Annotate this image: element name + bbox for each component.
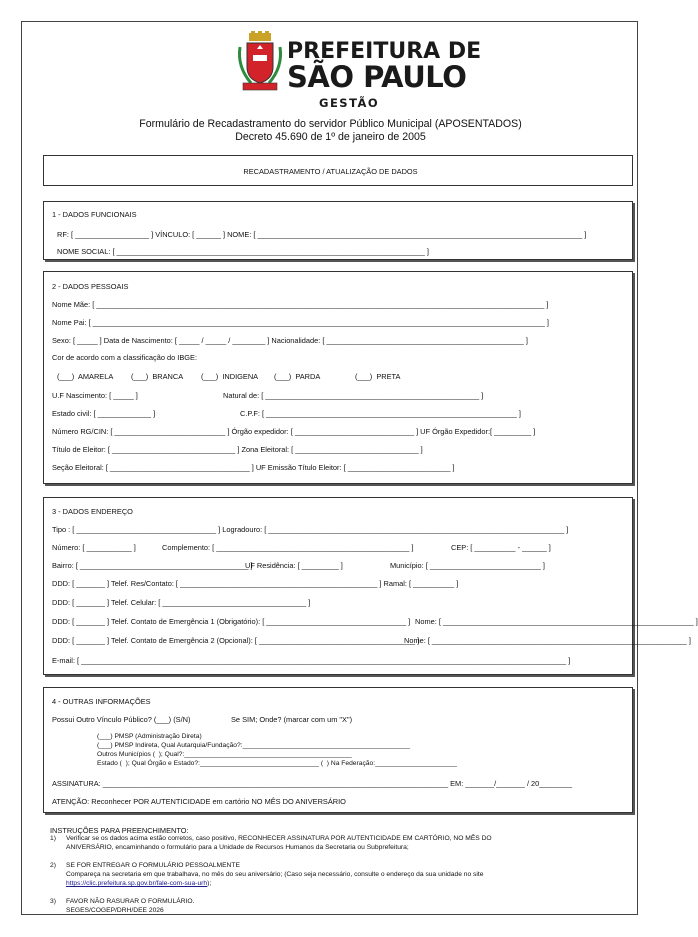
instruction-3-number: 3): [50, 898, 56, 905]
instruction-3-line2: SEGES/COGEP/DRH/DEE 2026: [66, 907, 164, 914]
natural-de-field[interactable]: Natural de: [ ____________________________________________________ ]: [223, 391, 484, 400]
instruction-3-line1: FAVOR NÃO RASURAR O FORMULÁRIO.: [66, 898, 195, 905]
instruction-2-number: 2): [50, 862, 56, 869]
form-title: Formulário de Recadastramento do servidor Público Municipal (APOSENTADOS): [139, 118, 522, 130]
instructions-title: INSTRUÇÕES PARA PREENCHIMENTO:: [50, 826, 189, 835]
section2-title: 2 - DADOS PESSOAIS: [52, 282, 129, 291]
cep-field[interactable]: CEP: [ __________ - ______ ]: [451, 543, 551, 552]
sexo-nascimento-nacionalidade-field[interactable]: Sexo: [ _____ ] Data de Nascimento: [ _____ / _____ / ________ ] Nacionalidade: [ ________________________________________________ ]: [52, 336, 528, 345]
instruction-2-line1: SE FOR ENTREGAR O FORMULÁRIO PESSOALMENTE: [66, 862, 240, 869]
telefone-emergencia2-field[interactable]: DDD: [ _______ ] Telef. Contato de Emergência 2 (Opcional): [ ______________________________________ ]: [52, 636, 420, 645]
cpf-field[interactable]: C.P.F: [ _____________________________________________________________ ]: [240, 409, 521, 418]
complemento-field[interactable]: Complemento: [ _______________________________________________ ]: [162, 543, 414, 552]
municipio-field[interactable]: Município: [ ___________________________ ]: [390, 561, 545, 570]
cor-option-branca[interactable]: (___) BRANCA: [131, 372, 184, 381]
numero-field[interactable]: Número: [ ___________ ]: [52, 543, 136, 552]
cor-option-indigena[interactable]: (___) INDIGENA: [201, 372, 259, 381]
city-coat-of-arms-logo: [237, 33, 283, 93]
tipo-logradouro-field[interactable]: Tipo : [ __________________________________ ] Logradouro: [ ________________________________________________________________________ ]: [52, 525, 569, 534]
instruction-1-line1: Verificar se os dados acima estão corretos, caso positivo, RECONHECER ASSINATURA POR AUTENTICIDADE EM CARTÓRIO, NO MÊS DO: [66, 835, 492, 842]
instruction-1-number: 1): [50, 835, 56, 842]
logo-line1: PREFEITURA DE: [287, 39, 482, 64]
estado-civil-field[interactable]: Estado civil: [ _____________ ]: [52, 409, 156, 418]
section1-title: 1 - DADOS FUNCIONAIS: [52, 210, 137, 219]
cor-option-parda[interactable]: (___) PARDA: [274, 372, 321, 381]
option-estado-federacao[interactable]: Estado ( ); Qual Órgão e Estado?:________________________________ ( ) Na Federação:______________________: [97, 760, 457, 767]
titulo-zona-field[interactable]: Título de Eleitor: [ ______________________________ ] Zona Eleitoral: [ ______________________________ ]: [52, 445, 423, 454]
logo-line3: GESTÃO: [319, 96, 380, 110]
instruction-1-line2: ANIVERSÁRIO, encaminhando o formulário para a Unidade de Recursos Humanos da Secretaria ou Subprefeitura;: [66, 844, 409, 851]
onde-question: Se SIM; Onde? (marcar com um "X"): [231, 715, 353, 724]
instruction-2-line3-end: );: [207, 880, 212, 887]
uf-residencia-field[interactable]: UF Residência: [ _________ ]: [245, 561, 343, 570]
rf-vinculo-nome-field[interactable]: RF: [ __________________ ] VÍNCULO: [ ______ ] NOME: [ _______________________________________________________________________________ ]: [57, 230, 587, 239]
rg-orgao-field[interactable]: Número RG/CIN: [ ___________________________ ] Órgão expedidor: [ _____________________________ ] UF Órgão Expedidor:[ _________ ]: [52, 427, 536, 436]
logo-line2: SÃO PAULO: [287, 60, 467, 94]
option-pmsp-indireta[interactable]: (___) PMSP Indireta, Qual Autarquia/Fundação?:_____________________________________________: [97, 742, 410, 749]
cor-option-preta[interactable]: (___) PRETA: [355, 372, 401, 381]
option-pmsp-direta[interactable]: (___) PMSP (Administração Direta): [97, 733, 202, 740]
section4-title: 4 - OUTRAS INFORMAÇÕES: [52, 697, 151, 706]
telefone-celular-field[interactable]: DDD: [ _______ ] Telef. Celular: [ ___________________________________ ]: [52, 598, 311, 607]
instruction-2-line3: [66, 880, 211, 887]
uf-nascimento-field[interactable]: U.F Nascimento: [ _____ ]: [52, 391, 138, 400]
assinatura-field[interactable]: ASSINATURA: ____________________________________________________________________________________ EM: _______/_______ / 20________: [52, 779, 573, 788]
nome-social-field[interactable]: NOME SOCIAL: [ ___________________________________________________________________________ ]: [57, 247, 429, 256]
telefone-residencial-field[interactable]: DDD: [ _______ ] Telef. Res/Contato: [ ________________________________________________ ] Ramal: [ __________ ]: [52, 579, 459, 588]
cor-option-amarela[interactable]: (___) AMARELA: [57, 372, 114, 381]
fale-com-sua-urh-link[interactable]: https://clic.prefeitura.sp.gov.br/fale-com-sua-urh: [66, 880, 208, 887]
nome-emergencia2-field[interactable]: Nome: [ ______________________________________________________________ ]: [404, 636, 691, 645]
email-field[interactable]: E-mail: [ ______________________________________________________________________________________________________________________ ]: [52, 656, 571, 665]
nome-mae-field[interactable]: Nome Mãe: [ _____________________________________________________________________________________________________________ ]: [52, 300, 549, 309]
telefone-emergencia1-field[interactable]: DDD: [ _______ ] Telef. Contato de Emergência 1 (Obrigatório): [ __________________________________ ]: [52, 617, 411, 626]
cor-label: Cor de acordo com a classificação do IBGE:: [52, 353, 198, 362]
atencao-notice: ATENÇÃO: Reconhecer POR AUTENTICIDADE em cartório NO MÊS DO ANIVERSÁRIO: [52, 797, 346, 806]
bairro-field[interactable]: Bairro: [ _________________________________________ ]: [52, 561, 253, 570]
instruction-2-line2: Compareça na secretaria em que trabalhava, no mês do seu aniversário; (Caso seja necessário, consulte o endereço da sua unidade no site: [66, 871, 484, 878]
section3-title: 3 - DADOS ENDEREÇO: [52, 507, 133, 516]
outro-vinculo-question[interactable]: Possui Outro Vínculo Público? (___) (S/N): [52, 715, 191, 724]
banner-text: RECADASTRAMENTO / ATUALIZAÇÃO DE DADOS: [243, 167, 418, 176]
nome-emergencia1-field[interactable]: Nome: [ _____________________________________________________________ ]: [415, 617, 698, 626]
nome-pai-field[interactable]: Nome Pai: [ ______________________________________________________________________________________________________________ ]: [52, 318, 549, 327]
option-outros-municipios[interactable]: Outros Municípios ( ); Qual?:_____________________________________________: [97, 751, 352, 758]
form-decree: Decreto 45.690 de 1º de janeiro de 2005: [235, 131, 426, 143]
secao-uf-titulo-field[interactable]: Seção Eleitoral: [ __________________________________ ] UF Emissão Título Eleitor: [ _________________________ ]: [52, 463, 455, 472]
